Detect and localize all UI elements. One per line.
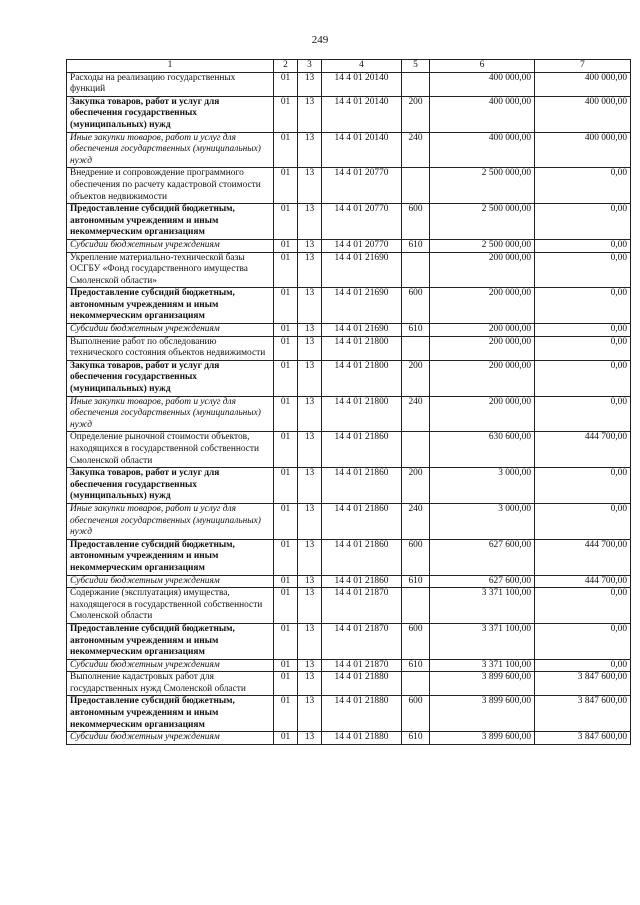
row-name-cell: Субсидии бюджетным учреждениям — [67, 732, 274, 745]
row-target-article-cell: 14 4 01 21690 — [322, 252, 402, 288]
row-name-cell: Содержание (эксплуатация) имущества, находящегося в государственной собственности Смоленской области — [67, 588, 274, 624]
row-name-cell: Укрепление материально-технической базы ОСГБУ «Фонд государственного имущества Смоленской области» — [67, 252, 274, 288]
row-section-cell: 01 — [274, 288, 298, 324]
row-target-article-cell: 14 4 01 21860 — [322, 575, 402, 588]
row-subsection-cell: 13 — [298, 432, 322, 468]
row-target-article-cell: 14 4 01 21800 — [322, 396, 402, 432]
row-name-cell: Предоставление субсидий бюджетным, автономным учреждениям и иным некоммерческим организациям — [67, 288, 274, 324]
row-target-article-cell: 14 4 01 20770 — [322, 239, 402, 252]
row-amount-year1-cell: 3 371 100,00 — [430, 588, 535, 624]
row-subsection-cell: 13 — [298, 623, 322, 659]
table-row — [67, 696, 631, 732]
row-subsection-cell: 13 — [298, 360, 322, 396]
row-section-cell: 01 — [274, 239, 298, 252]
row-name-cell: Выполнение кадастровых работ для государственных нужд Смоленской области — [67, 672, 274, 696]
row-section-cell: 01 — [274, 396, 298, 432]
row-amount-year1-cell: 200 000,00 — [430, 288, 535, 324]
row-amount-year2-cell: 0,00 — [535, 288, 631, 324]
row-amount-year2-cell: 400 000,00 — [535, 96, 631, 132]
header-cell: 6 — [430, 60, 535, 73]
row-expense-type-cell: 200 — [402, 360, 430, 396]
row-target-article-cell: 14 4 01 20140 — [322, 96, 402, 132]
budget-table — [66, 59, 631, 745]
row-subsection-cell: 13 — [298, 288, 322, 324]
row-target-article-cell: 14 4 01 21880 — [322, 732, 402, 745]
row-section-cell: 01 — [274, 72, 298, 96]
row-section-cell: 01 — [274, 659, 298, 672]
row-expense-type-cell: 200 — [402, 468, 430, 504]
row-subsection-cell: 13 — [298, 132, 322, 168]
row-amount-year1-cell: 3 899 600,00 — [430, 732, 535, 745]
row-name-cell: Субсидии бюджетным учреждениям — [67, 239, 274, 252]
row-name-cell: Субсидии бюджетным учреждениям — [67, 575, 274, 588]
table-row — [67, 168, 631, 204]
row-amount-year1-cell: 400 000,00 — [430, 72, 535, 96]
row-amount-year2-cell: 0,00 — [535, 336, 631, 360]
row-section-cell: 01 — [274, 432, 298, 468]
row-expense-type-cell: 610 — [402, 659, 430, 672]
table-row — [67, 623, 631, 659]
header-cell: 2 — [274, 60, 298, 73]
row-expense-type-cell: 600 — [402, 623, 430, 659]
row-amount-year1-cell: 3 899 600,00 — [430, 672, 535, 696]
row-section-cell: 01 — [274, 672, 298, 696]
table-row — [67, 396, 631, 432]
row-target-article-cell: 14 4 01 21690 — [322, 324, 402, 337]
row-expense-type-cell: 240 — [402, 396, 430, 432]
row-expense-type-cell — [402, 168, 430, 204]
row-expense-type-cell: 610 — [402, 732, 430, 745]
row-amount-year2-cell: 0,00 — [535, 204, 631, 240]
row-target-article-cell: 14 4 01 21870 — [322, 659, 402, 672]
row-name-cell: Внедрение и сопровождение программного обеспечения по расчету кадастровой стоимости объектов недвижимости — [67, 168, 274, 204]
row-section-cell: 01 — [274, 588, 298, 624]
row-expense-type-cell — [402, 336, 430, 360]
row-section-cell: 01 — [274, 539, 298, 575]
header-cell: 4 — [322, 60, 402, 73]
row-subsection-cell: 13 — [298, 336, 322, 360]
row-subsection-cell: 13 — [298, 672, 322, 696]
row-amount-year2-cell: 0,00 — [535, 396, 631, 432]
row-target-article-cell: 14 4 01 21870 — [322, 588, 402, 624]
row-section-cell: 01 — [274, 623, 298, 659]
row-amount-year1-cell: 627 600,00 — [430, 575, 535, 588]
row-amount-year1-cell: 400 000,00 — [430, 96, 535, 132]
table-row — [67, 252, 631, 288]
row-name-cell: Расходы на реализацию государственных функций — [67, 72, 274, 96]
row-amount-year1-cell: 630 600,00 — [430, 432, 535, 468]
row-amount-year2-cell: 444 700,00 — [535, 575, 631, 588]
row-amount-year2-cell: 0,00 — [535, 239, 631, 252]
row-subsection-cell: 13 — [298, 324, 322, 337]
row-amount-year2-cell: 400 000,00 — [535, 72, 631, 96]
row-amount-year2-cell: 400 000,00 — [535, 132, 631, 168]
row-target-article-cell: 14 4 01 20140 — [322, 72, 402, 96]
row-amount-year2-cell: 444 700,00 — [535, 539, 631, 575]
table-row — [67, 204, 631, 240]
row-expense-type-cell: 600 — [402, 288, 430, 324]
row-subsection-cell: 13 — [298, 539, 322, 575]
row-subsection-cell: 13 — [298, 252, 322, 288]
row-subsection-cell: 13 — [298, 396, 322, 432]
row-section-cell: 01 — [274, 468, 298, 504]
row-amount-year1-cell: 400 000,00 — [430, 132, 535, 168]
row-subsection-cell: 13 — [298, 72, 322, 96]
row-section-cell: 01 — [274, 324, 298, 337]
row-expense-type-cell: 610 — [402, 324, 430, 337]
table-row — [67, 468, 631, 504]
row-amount-year1-cell: 200 000,00 — [430, 360, 535, 396]
table-row — [67, 659, 631, 672]
row-expense-type-cell: 600 — [402, 696, 430, 732]
row-amount-year1-cell: 3 000,00 — [430, 468, 535, 504]
row-expense-type-cell: 610 — [402, 575, 430, 588]
row-name-cell: Иные закупки товаров, работ и услуг для обеспечения государственных (муниципальных) нужд — [67, 396, 274, 432]
table-row — [67, 672, 631, 696]
row-subsection-cell: 13 — [298, 168, 322, 204]
row-amount-year1-cell: 2 500 000,00 — [430, 204, 535, 240]
header-cell: 5 — [402, 60, 430, 73]
row-name-cell: Субсидии бюджетным учреждениям — [67, 659, 274, 672]
row-section-cell: 01 — [274, 696, 298, 732]
table-row — [67, 732, 631, 745]
table-row — [67, 72, 631, 96]
row-amount-year2-cell: 0,00 — [535, 252, 631, 288]
row-expense-type-cell — [402, 252, 430, 288]
row-expense-type-cell — [402, 672, 430, 696]
row-target-article-cell: 14 4 01 21690 — [322, 288, 402, 324]
row-name-cell: Предоставление субсидий бюджетным, автономным учреждениям и иным некоммерческим организациям — [67, 696, 274, 732]
table-row — [67, 360, 631, 396]
row-amount-year1-cell: 2 500 000,00 — [430, 239, 535, 252]
row-amount-year1-cell: 627 600,00 — [430, 539, 535, 575]
row-amount-year2-cell: 0,00 — [535, 468, 631, 504]
table-row — [67, 575, 631, 588]
row-amount-year1-cell: 3 899 600,00 — [430, 696, 535, 732]
row-amount-year1-cell: 200 000,00 — [430, 336, 535, 360]
table-row — [67, 336, 631, 360]
row-subsection-cell: 13 — [298, 468, 322, 504]
table-row — [67, 588, 631, 624]
table-row — [67, 324, 631, 337]
row-amount-year2-cell: 0,00 — [535, 168, 631, 204]
row-target-article-cell: 14 4 01 20770 — [322, 204, 402, 240]
row-amount-year2-cell: 3 847 600,00 — [535, 672, 631, 696]
table-row — [67, 539, 631, 575]
row-name-cell: Закупка товаров, работ и услуг для обеспечения государственных (муниципальных) нужд — [67, 360, 274, 396]
row-expense-type-cell: 610 — [402, 239, 430, 252]
row-name-cell: Иные закупки товаров, работ и услуг для обеспечения государственных (муниципальных) нужд — [67, 503, 274, 539]
row-subsection-cell: 13 — [298, 696, 322, 732]
row-name-cell: Закупка товаров, работ и услуг для обеспечения государственных (муниципальных) нужд — [67, 468, 274, 504]
table-row — [67, 288, 631, 324]
row-name-cell: Предоставление субсидий бюджетным, автономным учреждениям и иным некоммерческим организациям — [67, 204, 274, 240]
row-amount-year1-cell: 200 000,00 — [430, 396, 535, 432]
row-amount-year2-cell: 0,00 — [535, 503, 631, 539]
row-target-article-cell: 14 4 01 21800 — [322, 336, 402, 360]
row-amount-year2-cell: 444 700,00 — [535, 432, 631, 468]
row-target-article-cell: 14 4 01 21870 — [322, 623, 402, 659]
row-expense-type-cell: 240 — [402, 132, 430, 168]
row-section-cell: 01 — [274, 360, 298, 396]
row-section-cell: 01 — [274, 252, 298, 288]
row-name-cell: Закупка товаров, работ и услуг для обеспечения государственных (муниципальных) нужд — [67, 96, 274, 132]
row-amount-year2-cell: 0,00 — [535, 659, 631, 672]
row-amount-year2-cell: 3 847 600,00 — [535, 732, 631, 745]
row-amount-year2-cell: 0,00 — [535, 324, 631, 337]
row-target-article-cell: 14 4 01 21860 — [322, 539, 402, 575]
row-amount-year1-cell: 200 000,00 — [430, 252, 535, 288]
row-expense-type-cell: 600 — [402, 204, 430, 240]
row-subsection-cell: 13 — [298, 732, 322, 745]
row-target-article-cell: 14 4 01 21860 — [322, 468, 402, 504]
row-expense-type-cell — [402, 588, 430, 624]
row-name-cell: Предоставление субсидий бюджетным, автономным учреждениям и иным некоммерческим организациям — [67, 623, 274, 659]
row-section-cell: 01 — [274, 336, 298, 360]
table-row — [67, 432, 631, 468]
row-expense-type-cell: 200 — [402, 96, 430, 132]
row-subsection-cell: 13 — [298, 204, 322, 240]
row-name-cell: Иные закупки товаров, работ и услуг для обеспечения государственных (муниципальных) нужд — [67, 132, 274, 168]
row-amount-year2-cell: 0,00 — [535, 588, 631, 624]
row-subsection-cell: 13 — [298, 239, 322, 252]
row-amount-year1-cell: 3 371 100,00 — [430, 659, 535, 672]
row-name-cell: Предоставление субсидий бюджетным, автономным учреждениям и иным некоммерческим организациям — [67, 539, 274, 575]
row-section-cell: 01 — [274, 503, 298, 539]
row-amount-year2-cell: 0,00 — [535, 360, 631, 396]
row-target-article-cell: 14 4 01 21880 — [322, 672, 402, 696]
row-subsection-cell: 13 — [298, 503, 322, 539]
header-cell: 3 — [298, 60, 322, 73]
row-name-cell: Определение рыночной стоимости объектов, находящихся в государственной собственности Смоленской области — [67, 432, 274, 468]
row-expense-type-cell: 240 — [402, 503, 430, 539]
row-amount-year1-cell: 3 000,00 — [430, 503, 535, 539]
row-subsection-cell: 13 — [298, 659, 322, 672]
row-expense-type-cell — [402, 72, 430, 96]
row-section-cell: 01 — [274, 575, 298, 588]
row-amount-year1-cell: 3 371 100,00 — [430, 623, 535, 659]
row-section-cell: 01 — [274, 132, 298, 168]
row-section-cell: 01 — [274, 204, 298, 240]
header-cell: 1 — [67, 60, 274, 73]
row-name-cell: Выполнение работ по обследованию технического состояния объектов недвижимости — [67, 336, 274, 360]
row-amount-year2-cell: 0,00 — [535, 623, 631, 659]
table-row — [67, 132, 631, 168]
row-target-article-cell: 14 4 01 21880 — [322, 696, 402, 732]
row-amount-year2-cell: 3 847 600,00 — [535, 696, 631, 732]
table-row — [67, 96, 631, 132]
header-row — [67, 60, 631, 73]
row-section-cell: 01 — [274, 732, 298, 745]
row-target-article-cell: 14 4 01 20140 — [322, 132, 402, 168]
page-number: 249 — [311, 34, 329, 46]
row-section-cell: 01 — [274, 96, 298, 132]
row-subsection-cell: 13 — [298, 96, 322, 132]
table-row — [67, 503, 631, 539]
row-expense-type-cell: 600 — [402, 539, 430, 575]
row-expense-type-cell — [402, 432, 430, 468]
row-subsection-cell: 13 — [298, 575, 322, 588]
row-amount-year1-cell: 2 500 000,00 — [430, 168, 535, 204]
row-target-article-cell: 14 4 01 20770 — [322, 168, 402, 204]
row-section-cell: 01 — [274, 168, 298, 204]
row-target-article-cell: 14 4 01 21860 — [322, 503, 402, 539]
row-name-cell: Субсидии бюджетным учреждениям — [67, 324, 274, 337]
row-subsection-cell: 13 — [298, 588, 322, 624]
row-amount-year1-cell: 200 000,00 — [430, 324, 535, 337]
table-row — [67, 239, 631, 252]
header-cell: 7 — [535, 60, 631, 73]
row-target-article-cell: 14 4 01 21800 — [322, 360, 402, 396]
row-target-article-cell: 14 4 01 21860 — [322, 432, 402, 468]
